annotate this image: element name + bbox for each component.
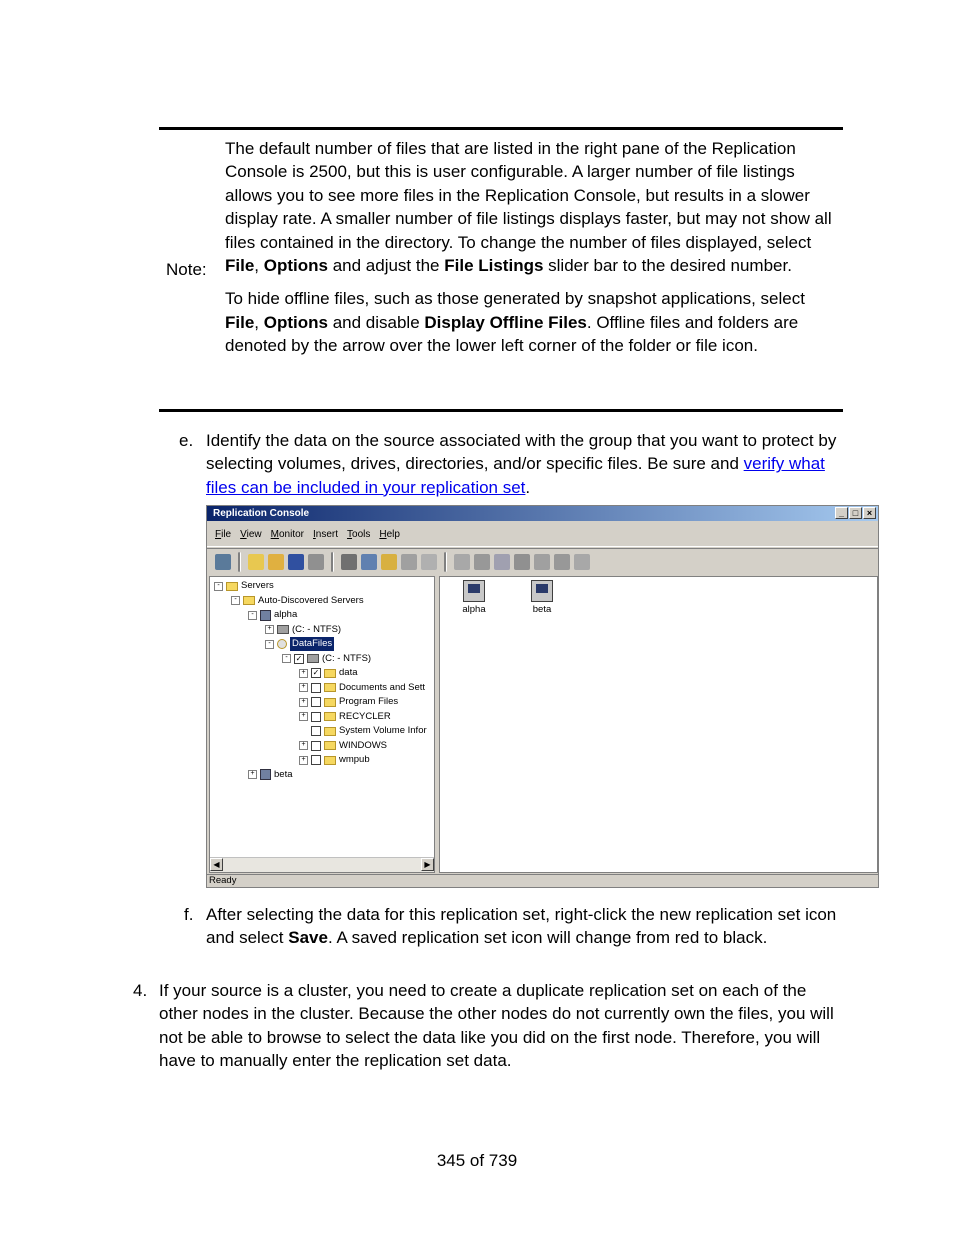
collapse-icon[interactable]: - <box>265 640 274 649</box>
step-f-text <box>206 903 846 950</box>
expand-icon[interactable]: + <box>299 698 308 707</box>
bold-term: File <box>225 256 255 276</box>
open-icon[interactable] <box>268 554 284 570</box>
restore-icon[interactable] <box>574 554 590 570</box>
tree-node[interactable] <box>299 739 387 753</box>
tree-node-label: System Volume Infor <box>339 725 427 736</box>
maximize-icon[interactable]: □ <box>849 507 862 519</box>
tree-node-label: (C: - NTFS) <box>292 623 342 635</box>
collapse-icon[interactable]: - <box>214 582 223 591</box>
text-run: slider bar to the desired number. <box>543 256 792 276</box>
expand-icon[interactable]: + <box>299 712 308 721</box>
copy-icon[interactable] <box>401 554 417 570</box>
replication-console-screenshot <box>206 505 879 888</box>
minimize-icon[interactable]: _ <box>835 507 848 519</box>
checkbox[interactable]: ✓ <box>295 653 303 663</box>
drive-icon <box>307 654 319 663</box>
tree-node[interactable] <box>248 768 293 782</box>
tree-node[interactable] <box>214 579 274 593</box>
folder-icon <box>324 712 336 721</box>
toolbar <box>207 548 878 575</box>
server-icon <box>260 610 271 621</box>
step-4-marker: 4. <box>133 981 148 1000</box>
window-titlebar <box>207 506 878 521</box>
bold-term: Options <box>263 256 328 276</box>
new-icon[interactable] <box>248 554 264 570</box>
text-run: , <box>254 256 264 276</box>
folder-icon <box>324 727 336 736</box>
step-e-text <box>206 429 846 499</box>
checkbox[interactable] <box>311 741 321 751</box>
step-f-marker: f. <box>184 905 194 924</box>
repset-icon <box>277 639 287 649</box>
save-icon[interactable] <box>288 554 304 570</box>
mirror-icon[interactable] <box>474 554 490 570</box>
folder-icon <box>226 582 238 591</box>
status-text: Ready <box>209 875 237 886</box>
bold-term: File Listings <box>444 256 544 276</box>
tree-node[interactable] <box>299 695 398 709</box>
server-tree-pane[interactable] <box>209 576 435 873</box>
note-paragraph-1 <box>225 137 835 277</box>
scroll-left-icon[interactable]: ◀ <box>210 858 223 871</box>
tree-node-label: WINDOWS <box>339 739 388 751</box>
verify-icon[interactable] <box>514 554 530 570</box>
collapse-icon[interactable]: - <box>231 596 240 605</box>
checkbox[interactable]: ✓ <box>312 668 320 677</box>
tree-node[interactable] <box>299 681 425 695</box>
tree-node-label: Servers <box>241 580 274 591</box>
server-alpha-item[interactable] <box>458 580 490 615</box>
note-bottom-rule <box>159 409 843 412</box>
server-beta-item[interactable] <box>526 580 558 615</box>
tree-node[interactable] <box>282 652 371 666</box>
drive-icon <box>277 625 289 634</box>
replicate-icon[interactable] <box>494 554 510 570</box>
step-f-text-before: After selecting the data for this replication set, right-click the new replication set icon and select <box>206 905 837 948</box>
bold-term: File <box>225 312 255 332</box>
checkbox[interactable] <box>311 726 321 736</box>
paste-icon[interactable] <box>421 554 437 570</box>
computer-icon <box>463 580 485 602</box>
toolbar-separator <box>444 552 447 572</box>
failover-icon[interactable] <box>554 554 570 570</box>
text-run: , <box>254 312 264 332</box>
tree-node-label: Program Files <box>339 696 399 707</box>
checkbox[interactable] <box>311 755 321 765</box>
tree-node-label: beta <box>274 768 293 780</box>
server-beta-label: beta <box>532 604 552 615</box>
tree-node[interactable] <box>248 608 297 622</box>
step-e-text-after: . <box>525 477 531 497</box>
expand-icon[interactable]: + <box>299 683 308 692</box>
step-e-marker: e. <box>179 431 194 450</box>
connect-icon[interactable] <box>215 554 231 570</box>
details-pane[interactable] <box>439 576 878 873</box>
folder-icon <box>324 698 336 707</box>
toolbar-separator <box>238 552 241 572</box>
connection-icon[interactable] <box>454 554 470 570</box>
tree-node-label: DataFiles <box>292 638 333 649</box>
tree-node[interactable] <box>299 753 370 767</box>
folder-icon <box>324 756 336 765</box>
tree-node-label: (C: - NTFS) <box>322 652 372 664</box>
tree-node-label: Documents and Sett <box>339 681 426 693</box>
menu-bar <box>207 522 878 547</box>
tree-node-label: RECYCLER <box>339 710 391 722</box>
tree-node[interactable] <box>231 594 364 608</box>
text-run: and disable <box>327 312 425 332</box>
tree-node-label: Auto-Discovered Servers <box>258 594 364 606</box>
expand-icon[interactable]: + <box>299 669 308 678</box>
menu-insert[interactable]: Insert <box>313 528 339 540</box>
bold-term: Options <box>263 312 328 332</box>
scroll-right-icon[interactable]: ▶ <box>421 858 434 871</box>
menu-monitor[interactable]: Monitor <box>270 528 304 540</box>
note-top-rule <box>159 127 843 130</box>
text-run: To hide offline files, such as those generated by snapshot applications, select <box>225 289 805 309</box>
expand-icon[interactable]: + <box>299 756 308 765</box>
collapse-icon[interactable]: - <box>282 654 291 663</box>
page-number: 345 of 739 <box>436 1151 518 1170</box>
note-label: Note: <box>166 260 207 279</box>
tree-node-label: alpha <box>274 609 298 620</box>
step-f-save-bold: Save <box>288 928 328 948</box>
server-alpha-label: alpha <box>462 604 486 615</box>
tree-node[interactable] <box>265 637 334 651</box>
bold-term: Display Offline Files <box>424 312 587 332</box>
folder-icon <box>324 669 336 678</box>
tree-node[interactable] <box>299 724 427 738</box>
note-paragraph-2 <box>225 287 835 357</box>
text-run: and adjust the <box>327 256 445 276</box>
text-run: The default number of files that are listed in the right pane of the Replication Console is 2500, but this is user configurable. A larger number of file listings allows you to see more files in the Replication Console, but results in a slower display rate. A smaller number of file listings displays faster, but may not show all files contained in the directory. To change the number of files displayed, select <box>225 139 832 252</box>
close-icon[interactable]: × <box>863 507 876 519</box>
tree-node[interactable] <box>299 666 358 680</box>
toolbar-separator <box>331 552 334 572</box>
horizontal-scrollbar[interactable] <box>210 857 434 872</box>
computer-icon <box>531 580 553 602</box>
delete-icon[interactable] <box>308 554 324 570</box>
window-title: Replication Console <box>213 508 310 519</box>
step-f-text-after: . A saved replication set icon will change from red to black. <box>327 928 768 948</box>
menu-tools[interactable]: Tools <box>347 528 371 540</box>
server-icon <box>260 769 271 780</box>
step-e-text-before: Identify the data on the source associated with the group that you want to protect by selecting volumes, drives, directories, and/or specific files. Be sure and <box>206 431 837 474</box>
checkbox[interactable] <box>311 683 321 693</box>
text-run: . Offline files and folders are denoted by the arrow over the lower left corner of the folder or file icon. <box>225 312 799 356</box>
menu-file[interactable]: File <box>215 528 232 540</box>
folder-icon <box>243 596 255 605</box>
note-text <box>225 137 835 368</box>
folder-icon <box>324 683 336 692</box>
menu-help[interactable]: Help <box>379 528 400 540</box>
expand-icon[interactable]: + <box>248 770 257 779</box>
folder-icon[interactable] <box>381 554 397 570</box>
tree-node[interactable] <box>265 623 341 637</box>
server-icon[interactable] <box>361 554 377 570</box>
step-4-text: If your source is a cluster, you need to create a duplicate replication set on each of the other nodes in the cluster. Because the other nodes do not currently own the files, you will not be able to browse to select the data like you did on the first node. Therefore, you will have to manually enter the replication set data. <box>159 981 834 1071</box>
tree-node-label: data <box>339 667 358 678</box>
properties-icon[interactable] <box>341 554 357 570</box>
verify-files-link[interactable]: verify what files can be included in your replication set <box>206 454 825 497</box>
expand-icon[interactable]: + <box>265 625 274 634</box>
expand-icon[interactable]: + <box>299 741 308 750</box>
tree-node-label: wmpub <box>339 754 370 765</box>
status-bar <box>207 874 878 887</box>
folder-icon <box>324 741 336 750</box>
tree-node[interactable] <box>299 710 391 724</box>
checkbox[interactable] <box>311 712 321 722</box>
menu-view[interactable]: View <box>240 528 262 540</box>
monitor-icon[interactable] <box>534 554 550 570</box>
collapse-icon[interactable]: - <box>248 611 257 620</box>
checkbox[interactable] <box>311 697 321 707</box>
